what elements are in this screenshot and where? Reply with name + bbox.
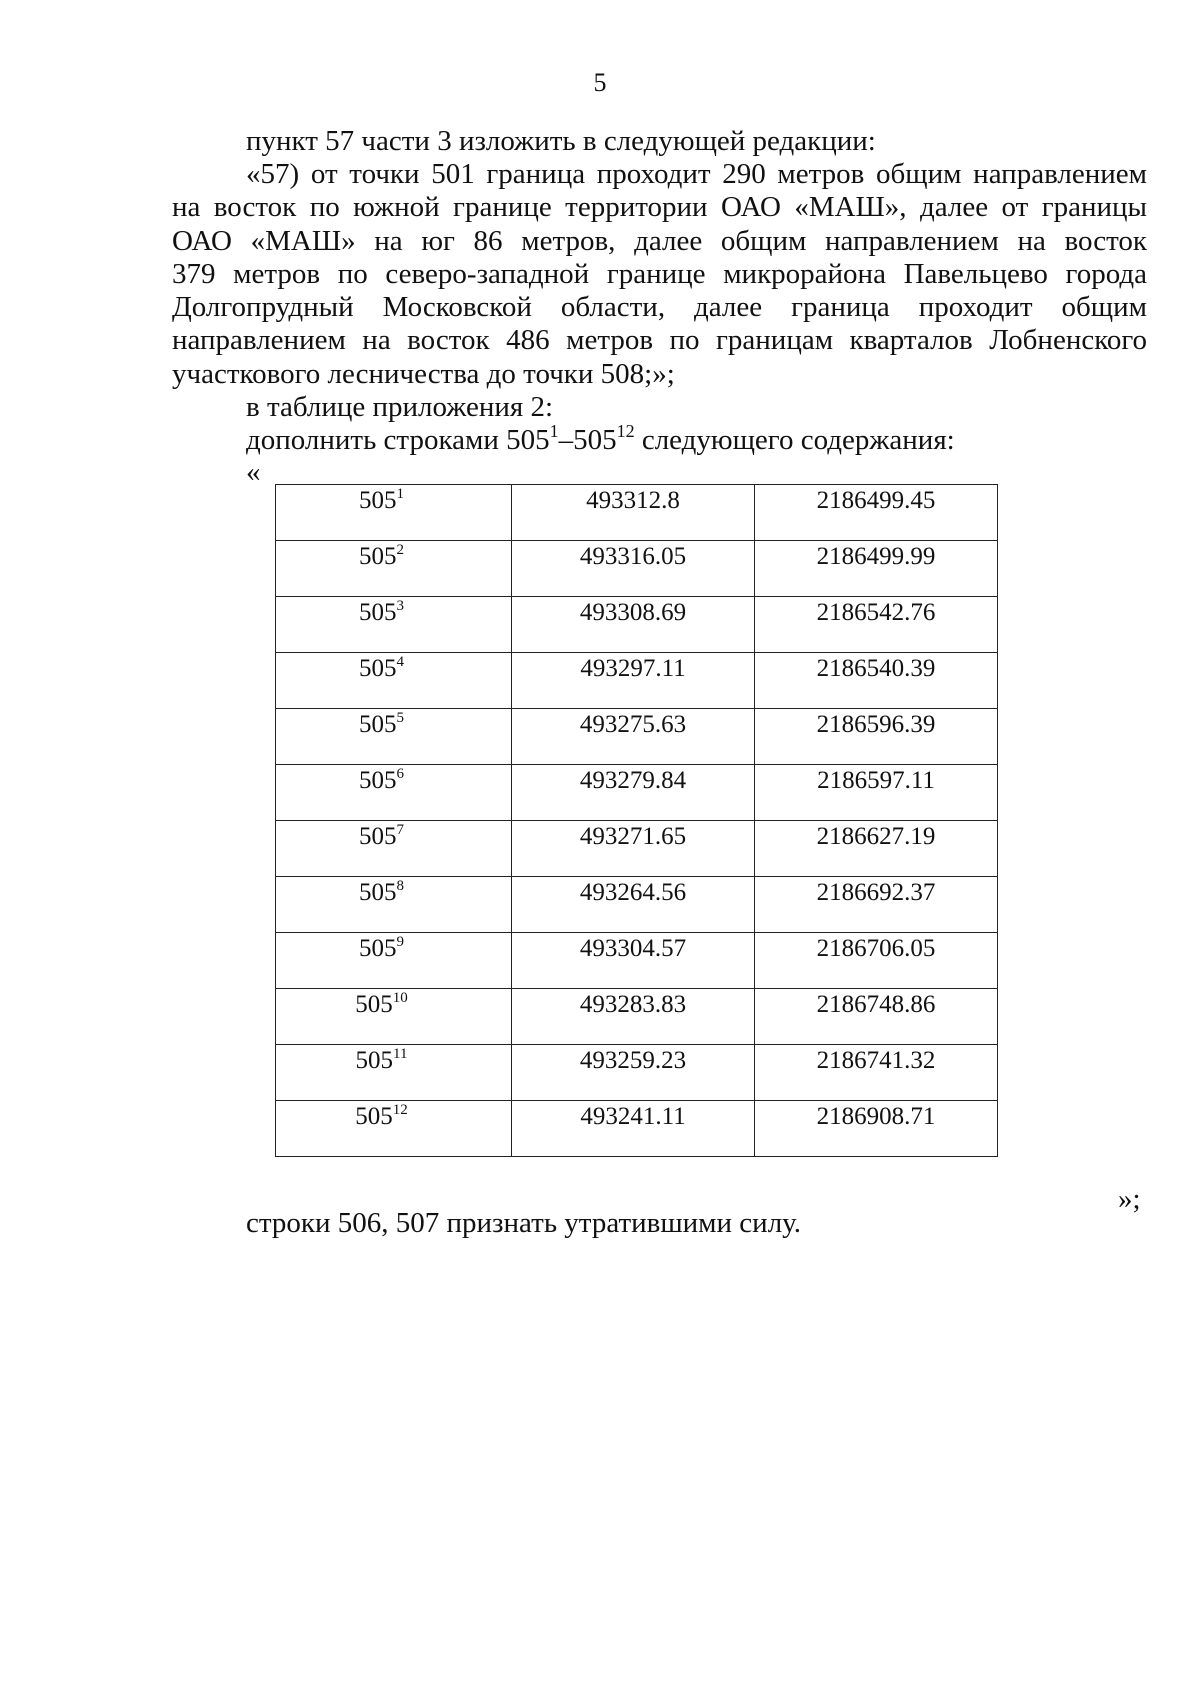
point-cell: $505^6$ [276, 765, 512, 821]
table-row [276, 765, 998, 821]
add-rows-sup-to: 12 [616, 421, 635, 441]
paragraph-line: на восток по южной границе территории ОАО «МАШ», далее от границы [172, 191, 1147, 224]
table-row [276, 541, 998, 597]
table-intro: в таблице приложения 2: [246, 391, 554, 423]
y-cell: 2186542.76 [755, 597, 998, 653]
paragraph-line: участкового лесничества до точки 508;»; [172, 357, 675, 390]
point-cell: $505^9$ [276, 933, 512, 989]
table-row [276, 485, 998, 541]
table-row [276, 989, 998, 1045]
x-cell: 493297.11 [512, 653, 755, 709]
point-cell: $505^8$ [276, 877, 512, 933]
point-cell: $505^2$ [276, 541, 512, 597]
x-cell: 493279.84 [512, 765, 755, 821]
point-cell: $505^5$ [276, 709, 512, 765]
x-cell: 493316.05 [512, 541, 755, 597]
y-cell: 2186596.39 [755, 709, 998, 765]
paragraph-line: «57) от точки 501 граница проходит 290 метров общим направлением [246, 158, 1147, 190]
add-rows-prefix: дополнить строками 505 [246, 424, 550, 456]
add-rows-line [246, 421, 955, 457]
table-row [276, 1101, 998, 1157]
point-cell: $505^4$ [276, 653, 512, 709]
paragraph-line: ОАО «МАШ» на юг 86 метров, далее общим направлением на восток [172, 224, 1147, 257]
y-cell: 2186540.39 [755, 653, 998, 709]
y-cell: 2186499.99 [755, 541, 998, 597]
point-cell: $505^1$ [276, 485, 512, 541]
x-cell: 493275.63 [512, 709, 755, 765]
table-row [276, 709, 998, 765]
intro-line: пункт 57 части 3 изложить в следующей редакции: [246, 125, 876, 157]
x-cell: 493241.11 [512, 1101, 755, 1157]
amended-paragraph [172, 158, 1147, 391]
y-cell: 2186692.37 [755, 877, 998, 933]
y-cell: 2186748.86 [755, 989, 998, 1045]
x-cell: 493312.8 [512, 485, 755, 541]
table-row [276, 597, 998, 653]
add-rows-suffix: следующего содержания: [634, 424, 955, 456]
x-cell: 493283.83 [512, 989, 755, 1045]
paragraph-line: Долгопрудный Московской области, далее граница проходит общим [172, 291, 1147, 324]
add-rows-sup-from: 1 [549, 421, 559, 441]
y-cell: 2186597.11 [755, 765, 998, 821]
close-quote: »; [1118, 1183, 1141, 1215]
x-cell: 493259.23 [512, 1045, 755, 1101]
y-cell: 2186741.32 [755, 1045, 998, 1101]
x-cell: 493308.69 [512, 597, 755, 653]
closing-line: строки 506, 507 признать утратившими силу. [246, 1207, 802, 1239]
point-cell: $505^7$ [276, 821, 512, 877]
point-cell: $505^3$ [276, 597, 512, 653]
y-cell: 2186706.05 [755, 933, 998, 989]
point-cell: $505^{12}$ [276, 1101, 512, 1157]
page-number: 5 [593, 68, 607, 97]
x-cell: 493264.56 [512, 877, 755, 933]
x-cell: 493304.57 [512, 933, 755, 989]
table-row [276, 877, 998, 933]
open-quote: « [246, 456, 261, 488]
add-rows-dash: –505 [558, 424, 617, 456]
point-cell: $505^{11}$ [276, 1045, 512, 1101]
paragraph-line: направлением на восток 486 метров по границам кварталов Лобненского [172, 324, 1147, 357]
table-row [276, 1045, 998, 1101]
x-cell: 493271.65 [512, 821, 755, 877]
y-cell: 2186627.19 [755, 821, 998, 877]
point-cell: $505^{10}$ [276, 989, 512, 1045]
paragraph-line: 379 метров по северо-западной границе микрорайона Павельцево города [172, 257, 1147, 290]
coordinates-table [275, 484, 998, 1157]
table-row [276, 653, 998, 709]
y-cell: 2186499.45 [755, 485, 998, 541]
table-row [276, 933, 998, 989]
y-cell: 2186908.71 [755, 1101, 998, 1157]
table-row [276, 821, 998, 877]
